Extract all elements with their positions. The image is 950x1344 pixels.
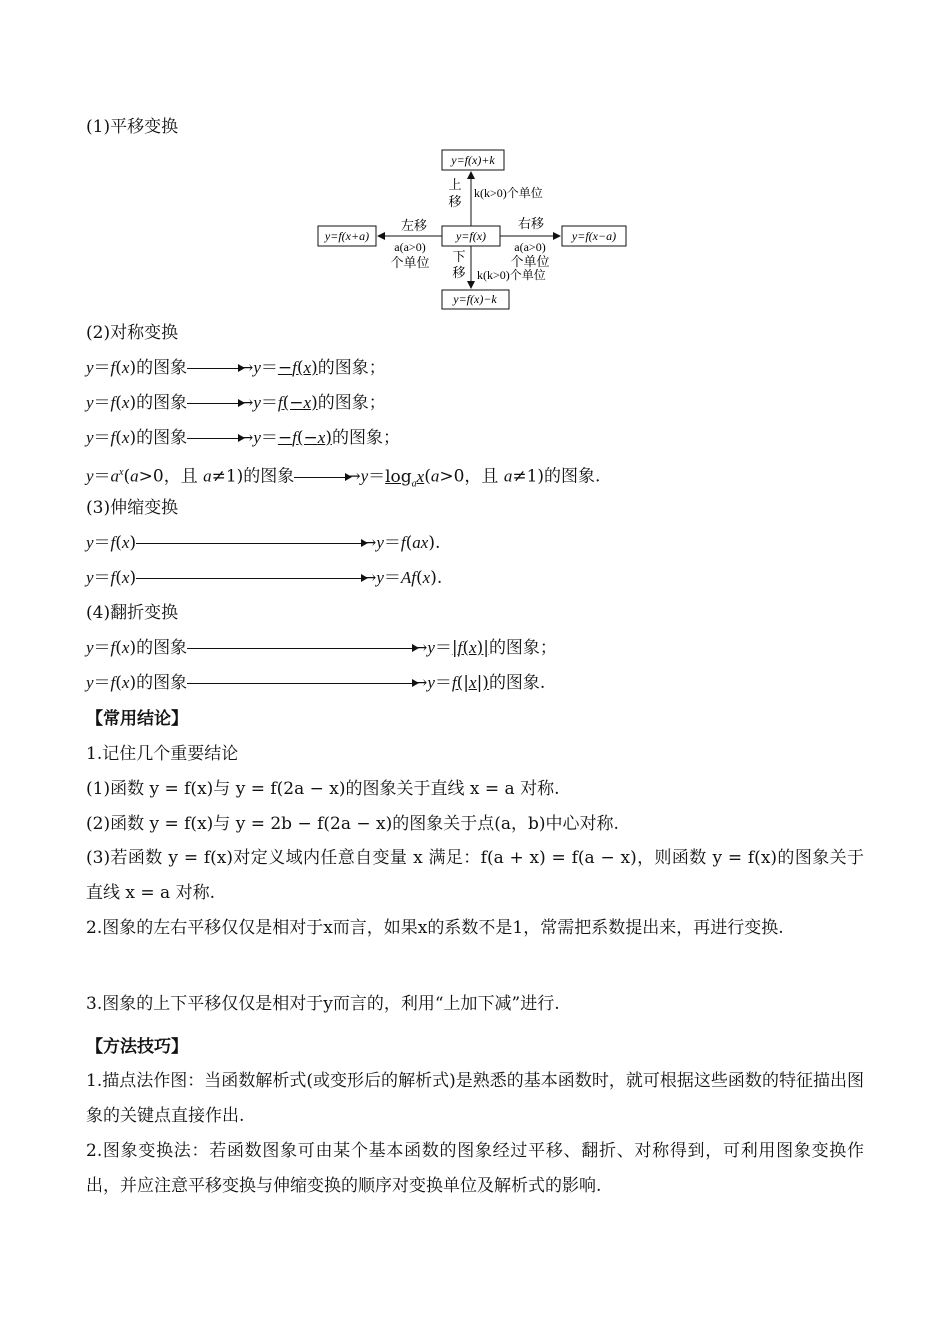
common-p1a: (1)函数 y = f(x)与 y = f(2a − x)的图象关于直线 x = a 对称. — [86, 779, 560, 799]
symmetry-line-3: y＝f(x)的图象 →y＝−f(−x)的图象； — [86, 428, 400, 448]
symmetry-line-2: y＝f(x)的图象 →y＝f(−x)的图象； — [86, 393, 386, 413]
down-label-2: 移 — [452, 265, 466, 280]
symmetry-line-1: y＝f(x)的图象 →y＝−f(x)的图象； — [86, 358, 386, 378]
common-p3: 3.图象的上下平移仅仅是相对于y而言的，利用“上加下减”进行. — [86, 994, 560, 1014]
section-heading-translation: (1)平移变换 — [86, 117, 179, 137]
common-p1b: (2)函数 y = f(x)与 y = 2b − f(2a − x)的图象关于点(a，b)中心对称. — [86, 814, 619, 834]
up-label-2: 移 — [448, 194, 462, 209]
left-condition-2: 个单位 — [390, 255, 430, 270]
symmetry-line-4: $y=a^x(a>0$，且 a≠1)的图象 $\to y=\log_ax(a>0$，且 a≠1)的图象. — [86, 466, 601, 490]
up-label-1: 上 — [448, 177, 462, 192]
method-p2: 2.图象变换法：若函数图象可由某个基本函数的图象经过平移、翻折、对称得到，可利用图象变换作出，并应注意平移变换与伸缩变换的顺序对变换单位及解析式的影响. — [86, 1141, 864, 1196]
left-label: 左移 — [400, 218, 428, 233]
up-condition: k(k>0)个单位 — [474, 186, 543, 200]
method-p1: 1.描点法作图：当函数解析式(或变形后的解析式)是熟悉的基本函数时，就可根据这些函数的特征描出图象的关键点直接作出. — [86, 1071, 864, 1126]
right-label: 右移 — [517, 216, 545, 231]
left-condition-1: a(a>0) — [394, 240, 426, 254]
common-conclusions-title: 【常用结论】 — [86, 709, 188, 729]
section-heading-symmetry: (2)对称变换 — [86, 323, 179, 343]
stretch-line-2: y＝f(x) →y＝Af(x). — [86, 568, 443, 588]
common-p1c: (3)若函数 y = f(x)对定义域内任意自变量 x 满足：f(a + x) = f(a − x)，则函数 y = f(x)的图象关于直线 x = a 对称. — [86, 848, 864, 903]
method-tips-title: 【方法技巧】 — [86, 1037, 188, 1057]
common-p1: 1.记住几个重要结论 — [86, 744, 239, 764]
common-p2: 2.图象的左右平移仅仅是相对于x而言，如果x的系数不是1，常需把系数提出来，再进行变换. — [86, 918, 784, 938]
right-condition-2: 个单位 — [510, 254, 550, 269]
right-condition-1: a(a>0) — [514, 240, 546, 254]
flip-line-2: y＝f(x)的图象 →y＝f(|x|)的图象. — [86, 673, 546, 693]
box-top-text: y=f(x)+k — [451, 153, 495, 167]
box-bottom-text: y=f(x)−k — [453, 292, 497, 306]
box-left-text: y=f(x+a) — [324, 229, 370, 243]
down-condition: k(k>0)个单位 — [477, 268, 546, 282]
stretch-line-1: y＝f(x) →y＝f(ax). — [86, 533, 441, 553]
section-heading-flip: (4)翻折变换 — [86, 603, 179, 623]
box-right-text: y=f(x−a) — [571, 229, 617, 243]
section-heading-stretch: (3)伸缩变换 — [86, 498, 179, 518]
flip-line-1: y＝f(x)的图象 →y＝|f(x)|的图象； — [86, 638, 557, 658]
box-center-text: y=f(x) — [455, 229, 487, 243]
down-label-1: 下 — [452, 249, 466, 264]
